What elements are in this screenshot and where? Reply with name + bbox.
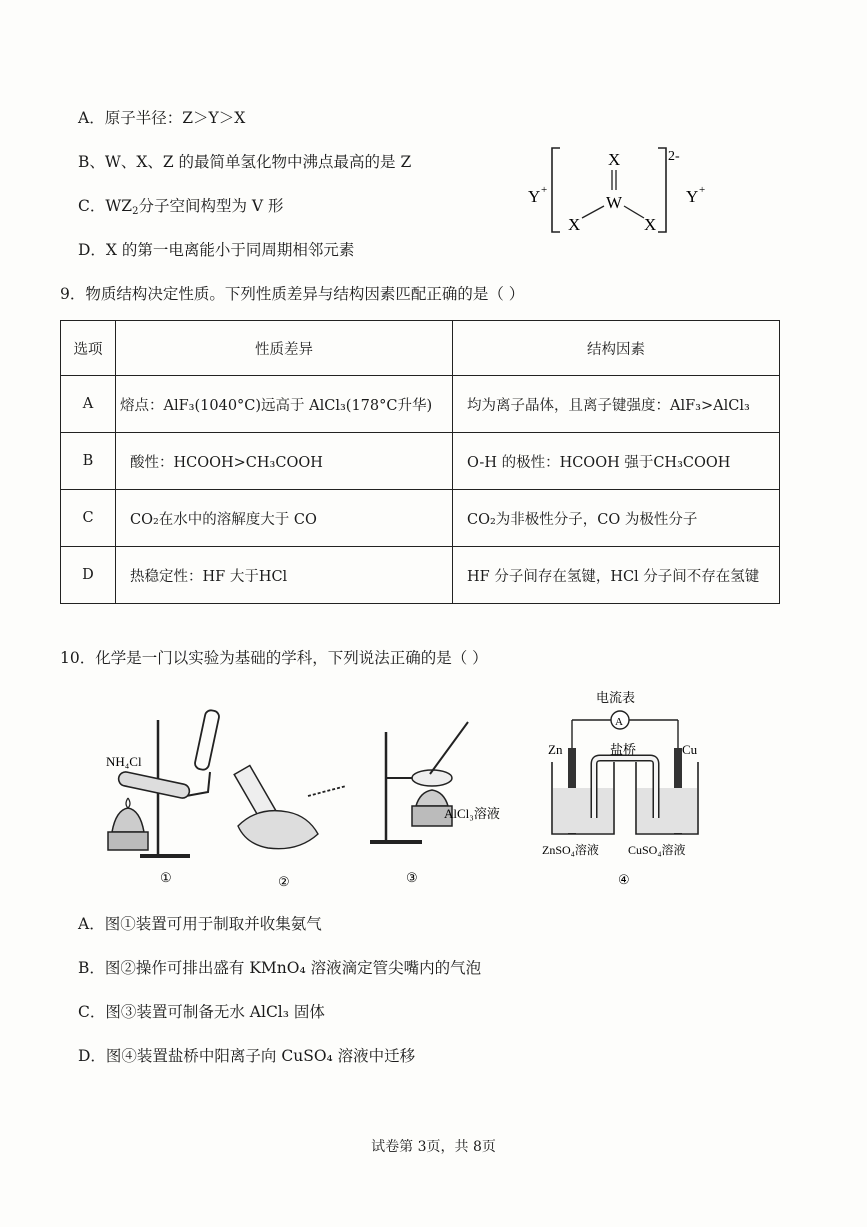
row-option: C bbox=[61, 490, 116, 547]
header-option: 选项 bbox=[61, 321, 116, 376]
page-footer: 试卷第 3页，共 8页 bbox=[371, 1139, 496, 1155]
formula-cation-left-charge: + bbox=[541, 184, 548, 196]
q9-stem: 9．物质结构决定性质。下列性质差异与结构因素匹配正确的是（ ） bbox=[60, 285, 525, 303]
fig1-reagent-label: NH₄Cl bbox=[106, 754, 142, 769]
formula-cation-right: Y bbox=[686, 187, 699, 206]
formula-cation-right-charge: + bbox=[699, 184, 706, 196]
fig3-label: ③ bbox=[406, 870, 418, 885]
fig4-left-solution: ZnSO₄溶液 bbox=[542, 843, 599, 857]
q10-option-c: C．图③装置可制备无水 AlCl₃ 固体 bbox=[78, 1003, 325, 1021]
left-bracket bbox=[552, 148, 560, 232]
q10-option-b: B．图②操作可排出盛有 KMnO₄ 溶液滴定管尖嘴内的气泡 bbox=[78, 959, 482, 977]
fig4-meter-label: 电流表 bbox=[596, 690, 636, 705]
fig4-salt-bridge-label: 盐桥 bbox=[610, 742, 637, 757]
q10-option-d: D．图④装置盐桥中阳离子向 CuSO₄ 溶液中迁移 bbox=[78, 1047, 416, 1065]
q8-option-a: A．原子半径：Z＞Y＞X bbox=[78, 109, 246, 127]
figure-2-burette-operation bbox=[228, 756, 348, 890]
fig3-reagent-label: AlCl₃溶液 bbox=[444, 806, 500, 821]
figure-4-galvanic-cell bbox=[540, 688, 710, 890]
fig4-right-solution: CuSO₄溶液 bbox=[628, 843, 686, 857]
fig4-left-electrode: Zn bbox=[548, 742, 563, 757]
fig4-ammeter-symbol: A bbox=[615, 716, 623, 728]
row-property-difference: 熔点：AlF₃(1040°C)远高于 AlCl₃(178°C升华) bbox=[116, 376, 453, 433]
table-row bbox=[61, 376, 780, 433]
q10-option-a: A．图①装置可用于制取并收集氨气 bbox=[78, 915, 322, 933]
q10-stem: 10．化学是一门以实验为基础的学科，下列说法正确的是（ ） bbox=[60, 649, 488, 667]
header-property-difference: 性质差异 bbox=[116, 321, 453, 376]
fig4-label: ④ bbox=[618, 872, 630, 887]
table-row bbox=[61, 490, 780, 547]
q8-option-b: B、W、X、Z 的最简单氢化物中沸点最高的是 Z bbox=[78, 153, 412, 171]
q8-option-d: D．X 的第一电离能小于同周期相邻元素 bbox=[78, 241, 355, 259]
fig2-label: ② bbox=[278, 874, 290, 889]
row-structural-factor: O-H 的极性：HCOOH 强于CH₃COOH bbox=[453, 433, 780, 490]
table-header-row bbox=[61, 321, 780, 376]
formula-top-ligand: X bbox=[608, 150, 621, 169]
formula-left-ligand: X bbox=[568, 215, 581, 234]
row-property-difference: CO₂在水中的溶解度大于 CO bbox=[116, 490, 453, 547]
fig1-label: ① bbox=[160, 870, 172, 885]
figure-1-nh4cl-heating bbox=[100, 700, 240, 890]
header-structural-factor: 结构因素 bbox=[453, 321, 780, 376]
fig4-right-electrode: Cu bbox=[682, 742, 698, 757]
row-option: B bbox=[61, 433, 116, 490]
row-property-difference: 热稳定性：HF 大于HCl bbox=[116, 547, 453, 604]
q8-option-c: C．$WZ_2$分子空间构型为 V 形 bbox=[78, 197, 284, 217]
formula-charge: 2- bbox=[668, 149, 680, 164]
figure-3-evaporation bbox=[360, 706, 510, 890]
formula-cation-left: Y bbox=[528, 187, 541, 206]
row-option: A bbox=[61, 376, 116, 433]
formula-center-atom: W bbox=[606, 193, 623, 212]
ionic-structure-formula bbox=[520, 140, 720, 240]
table-row bbox=[61, 547, 780, 604]
formula-right-ligand: X bbox=[644, 215, 657, 234]
properties-table bbox=[60, 320, 780, 604]
row-structural-factor: 均为离子晶体，且离子键强度：AlF₃>AlCl₃ bbox=[453, 376, 780, 433]
row-structural-factor: HF 分子间存在氢键，HCl 分子间不存在氢键 bbox=[453, 547, 780, 604]
right-bracket bbox=[658, 148, 666, 232]
row-option: D bbox=[61, 547, 116, 604]
table-row bbox=[61, 433, 780, 490]
row-structural-factor: CO₂为非极性分子，CO 为极性分子 bbox=[453, 490, 780, 547]
row-property-difference: 酸性：HCOOH>CH₃COOH bbox=[116, 433, 453, 490]
